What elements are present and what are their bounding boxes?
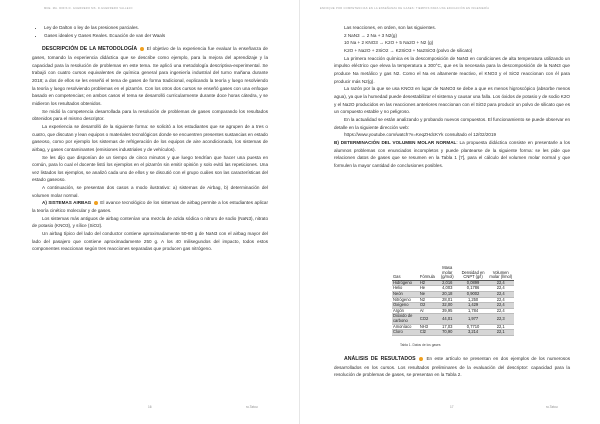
equation: K2O + Na2O + 2SiO2 → K2SiO3 + Na2SiO3 (polvo de silicato)	[344, 47, 473, 53]
table-cell: Dióxido de carbono	[392, 314, 419, 324]
page-number: 16	[148, 405, 152, 409]
page-number: 17	[450, 405, 454, 409]
table-cell: 22,4	[487, 286, 514, 292]
subheading-airbag: A) SISTEMAS AIRBAG	[42, 200, 92, 206]
table-cell: Hidrógeno	[392, 280, 419, 286]
table-row	[392, 330, 514, 336]
airbag-paragraph	[32, 199, 268, 214]
paragraph: La primera reacción química es la descomposición de NaN3 en condiciones de alta temperatura utilizando un impulso eléctrico que eleva la temperatura a 300°C, que es la necesaria para la descomposición de la NaN3 que produce Na metálico y gas N2. Como el Na es altamente reactivo, el KNO3 y el SiO2 reaccionan con él para producir más N2(g).	[334, 55, 570, 84]
table-cell: 1,977	[459, 314, 488, 324]
table-cell: Amoníaco	[392, 324, 419, 330]
table-cell: O2	[419, 303, 436, 309]
table-header-cell: Masa molar (g/mol)	[436, 266, 459, 280]
table-cell: 22,4	[487, 291, 514, 297]
orange-circle-icon	[419, 357, 423, 361]
equation: 2 NaN3 → 2 Na + 3 N2(g)	[344, 32, 397, 38]
right-column	[334, 24, 570, 169]
table-cell: Ne	[419, 291, 436, 297]
table-cell: H2	[419, 280, 436, 286]
paragraph-text: En este artículo se presentan en dos ejemplos de los numerosos desarrollados en los cursos. Los resultados preliminares de la evaluación del descriptor: capacidad para la resolución de problemas de gases, se presentan en la Tabla 2.	[334, 356, 571, 378]
table-cell: 22,4	[487, 303, 514, 309]
section-heading-methodology: DESCRIPCIÓN DE LA METODOLOGÍA	[42, 46, 138, 53]
table-cell: 28,01	[436, 297, 459, 303]
table-cell: 32,00	[436, 303, 459, 309]
table-cell: CO2	[419, 314, 436, 324]
paragraph: Un airbag típico del lado del conductor contiene aproximadamente 50-80 g de NaN3 con el airbag mayor del lado del pasajero que contiene aproximadamente 250 g. A los 40 milisegundos del impacto, todos estos componentes reaccionan según tres reacciones separadas que producen gas nitrógeno.	[32, 231, 268, 252]
table-cell: 70,90	[436, 330, 459, 336]
table-caption: Tabla 1. Datos de los gases	[400, 343, 441, 347]
paragraph: A continuación, se presentan dos casos a modo ilustrativo: a) sistemas de Airbag, b) determinación del volumen molar normal.	[32, 185, 268, 198]
table-cell: NH3	[419, 324, 436, 330]
table-cell: 22,4	[487, 308, 514, 314]
paragraph: En la actualidad se están analizando y probando nuevos compuestos. El funcionamiento se puede observar en detalle en la siguiente dirección web:	[334, 116, 571, 130]
table-cell: 4,003	[436, 286, 459, 292]
table-cell: 2,016	[436, 280, 459, 286]
results-column	[334, 355, 570, 379]
table-cell: 1,429	[459, 303, 488, 309]
table-cell: Helio	[392, 286, 419, 292]
table-cell: Cloro	[392, 330, 419, 336]
paragraph: Se les dijo que disponían de un tiempo de cinco minutos y que luego tendrían que hacer una puesta en común, para lo cual el docente listó los ejemplos en el pizarrón sin emitir opinión y solo evitó las repeticiones. Una vez listados los ejemplos, se analizó cada uno de ellos y se discutió con el grupo cuáles son las características del estado gaseoso.	[32, 154, 268, 183]
paragraph-text: El objetivo de la experiencia fue evaluar la enseñanza de gases, tomando la experiencia didáctica que se describe como ejemplo, para la mejora del aprendizaje y la capacidad para la resolución de problemas en este tema. Se aplicó una metodología descriptiva-experimental. Se trabajó con cuatro cursos equivalentes de química general para ingeniería industrial del turno mañana durante 2018; a dos de ellos se les enseñó el tema de gases de forma tradicional, explicando la teoría y luego resolviendo la teoría y luego resolviendo problemas en el pizarrón. Con los otros dos cursos se enseñó gases con una enfoque basado en competencias; en ambos casos el tema se desarrolló curricularmente durante doce horas cátedra, y se midieron los resultados obtenidos.	[32, 46, 268, 106]
list-item: • Ley de Dalton o ley de las presiones parciales.	[44, 24, 268, 32]
table-cell: Ar	[419, 308, 436, 314]
paragraph: Las reacciones, en orden, son las siguientes.	[344, 25, 436, 30]
table-header-cell: Densidad en CNPT (g/l)	[459, 266, 488, 280]
paragraph: La experiencia se desarrolló de la siguiente forma: se solicitó a los estudiantes que se agrupen de a tres o cuatro, que discutan y lean equipos o materiales tecnológicos donde se encuentren presentes sustancias en estado gaseoso, como por ejemplo los sistemas de refrigeración de los equipos de aire acondicionado, los sistemas de airbag, y gases contaminantes (emisiones industriales y de vehículos).	[32, 123, 268, 152]
orange-circle-icon	[94, 201, 98, 205]
volume-paragraph	[334, 139, 570, 170]
running-header: MDE. MA. DIRIS D. GUERRERO MS. D.GUERRERO VALLEJO	[44, 7, 133, 10]
table-cell: 22,4	[487, 280, 514, 286]
table-cell: 0,7710	[459, 324, 488, 330]
table-cell: Argón	[392, 308, 419, 314]
orange-circle-icon	[140, 47, 144, 51]
methodology-paragraph	[32, 45, 268, 107]
table-body	[392, 280, 514, 335]
paragraph-text: El avance tecnológico de los sistemas de airbag permite a los estudiantes aplicar la teoría cinético molecular y de gases.	[32, 200, 269, 214]
table-row	[392, 314, 514, 324]
paragraph: Se midió la competencia desarrollada para la resolución de problemas de gases comparando los resultados obtenidos para el mismo descriptor.	[32, 108, 268, 122]
subheading-volume: B) DETERMINACIÓN DEL VOLUMEN MOLAR NORMAL	[334, 139, 457, 145]
table-cell: Cl2	[419, 330, 436, 336]
table-cell: N2	[419, 297, 436, 303]
table-cell: He	[419, 286, 436, 292]
table-header-row	[392, 266, 514, 280]
bullet-list	[32, 24, 268, 39]
table-header-cell: Volumen molar (l/mol)	[487, 266, 514, 280]
footer-brand: ru.Tatou	[246, 405, 258, 409]
section-heading-results: ANÁLISIS DE RESULTADOS	[344, 356, 416, 362]
paragraph: La razón por la que se usa KNO3 en lugar de NaNO3 se debe a que es menos higroscópico (absorbe menos agua), ya que la humedad puede desestabilizar el sistema y causar una falla. Los óxidos de potasio y de sodio K2O y el Na2O producidos en las reacciones anteriores reaccionan con el SiO2 para producir un polvo de silicato que es un compuesto estable y no peligroso.	[334, 86, 570, 115]
table-cell: 20,18	[436, 291, 459, 297]
left-column	[32, 24, 268, 253]
table-cell: Nitrógeno	[392, 297, 419, 303]
table-cell: 39,95	[436, 308, 459, 314]
table-cell: 44,01	[436, 314, 459, 324]
table-cell: 0,1786	[459, 286, 488, 292]
table-cell: 0,9002	[459, 291, 488, 297]
paragraph-text: : La propuesta didáctica consiste en presentarle a los alumnos problemas con enunciados incompletos y puede plantearse de la siguiente forma: se les pide que relacionen datos de gases que se resumen en la Tabla 1 [7], para el cálculo del volumen molar normal y que formulen la mayor cantidad de conclusiones posibles.	[334, 139, 571, 168]
footer-brand: ru.Tatou	[546, 405, 558, 409]
right-page	[300, 0, 600, 424]
table-cell: 3,214	[459, 330, 488, 336]
table-cell: 22,4	[487, 297, 514, 303]
table-cell: 22,3	[487, 314, 514, 324]
web-link[interactable]: https://www.youtube.com/watch?v=KeqZHdcKYk consultado el 12/02/2019	[344, 132, 497, 138]
table-header-cell: Gas	[392, 266, 419, 280]
results-paragraph	[334, 355, 570, 379]
paragraph: Los sistemas más antiguos de airbag contenían una mezcla de azida sódica o nitruro de sodio (NaN3), nitrato de potasio (KNO3), y sílice (SiO2).	[32, 215, 268, 229]
table-cell: Neón	[392, 291, 419, 297]
running-header: ENFOQUE POR COMPETENCIAS EN LA ENSEÑANZA DE GASES: TIEMPOS PARA UNA EDUCACIÓN EN INGENIERÍA	[320, 7, 490, 10]
gas-data-table	[392, 266, 514, 336]
list-item: • Gases ideales y Gases Reales. Ecuación de van der Waals	[44, 32, 268, 40]
equation: 10 Na + 2 KNO3 → K2O + 5 Na2O + N2 (g)	[344, 40, 434, 46]
table-cell: 22,1	[487, 324, 514, 330]
table-header-cell: Fórmula	[419, 266, 436, 280]
table-cell: 22,1	[487, 330, 514, 336]
table-cell: 0,0899	[459, 280, 488, 286]
table-cell: 1,250	[459, 297, 488, 303]
table-cell: Oxígeno	[392, 303, 419, 309]
table-cell: 1,784	[459, 308, 488, 314]
table-cell: 17,03	[436, 324, 459, 330]
